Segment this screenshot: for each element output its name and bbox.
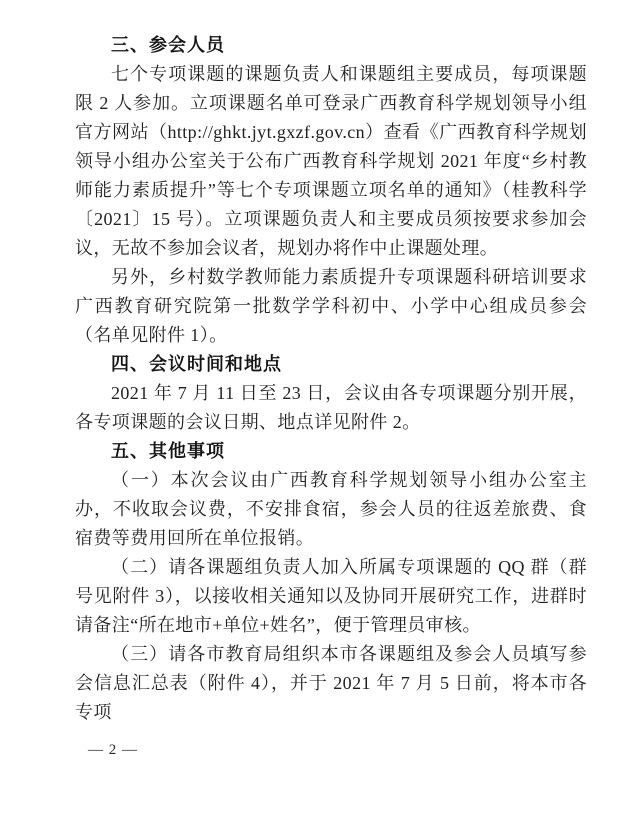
paragraph-time-location: 2021 年 7 月 11 日至 23 日，会议由各专项课题分别开展，各专项课题的会议日期、地点详见附件 2。 <box>75 383 587 432</box>
heading-section-participants: 三、参会人员 <box>111 35 225 55</box>
heading-section-time-location: 四、会议时间和地点 <box>111 354 282 374</box>
paragraph-participants-additional: 另外，乡村数学教师能力素质提升专项课题科研培训要求广西教育研究院第一批数学学科初中、小学中心组成员参会（名单见附件 1）。 <box>75 267 587 345</box>
heading-section-other-matters: 五、其他事项 <box>111 441 225 461</box>
paragraph-participants-main: 七个专项课题的课题负责人和课题组主要成员，每项课题限 2 人参加。立项课题名单可登录广西教育科学规划领导小组官方网站（http://ghkt.jyt.gxzf.gov.cn）查看《广西教育科学规划领导小组办公室关于公布广西教育科学规划 2021 年度“乡村教师能力素质提升”等七个专项课题立项名单的通知》（桂教科学〔2021〕15 号）。立项课题负责人和主要成员须按要求参加会议，无故不参加会议者，规划办将作中止课题处理。 <box>75 64 587 258</box>
paragraph-other-item-2: （二）请各课题组负责人加入所属专项课题的 QQ 群（群号见附件 3），以接收相关通知以及协同开展研究工作，进群时请备注“所在地市+单位+姓名”，便于管理员审核。 <box>75 557 587 635</box>
paragraph-other-item-3: （三）请各市教育局组织本市各课题组及参会人员填写参会信息汇总表（附件 4），并于 2021 年 7 月 5 日前，将本市各专项 <box>75 644 587 722</box>
document-body <box>75 31 587 727</box>
paragraph-other-item-1: （一）本次会议由广西教育科学规划领导小组办公室主办，不收取会议费，不安排食宿，参会人员的往返差旅费、食宿费等费用回所在单位报销。 <box>75 470 587 548</box>
page-number: — 2 — <box>88 742 138 758</box>
